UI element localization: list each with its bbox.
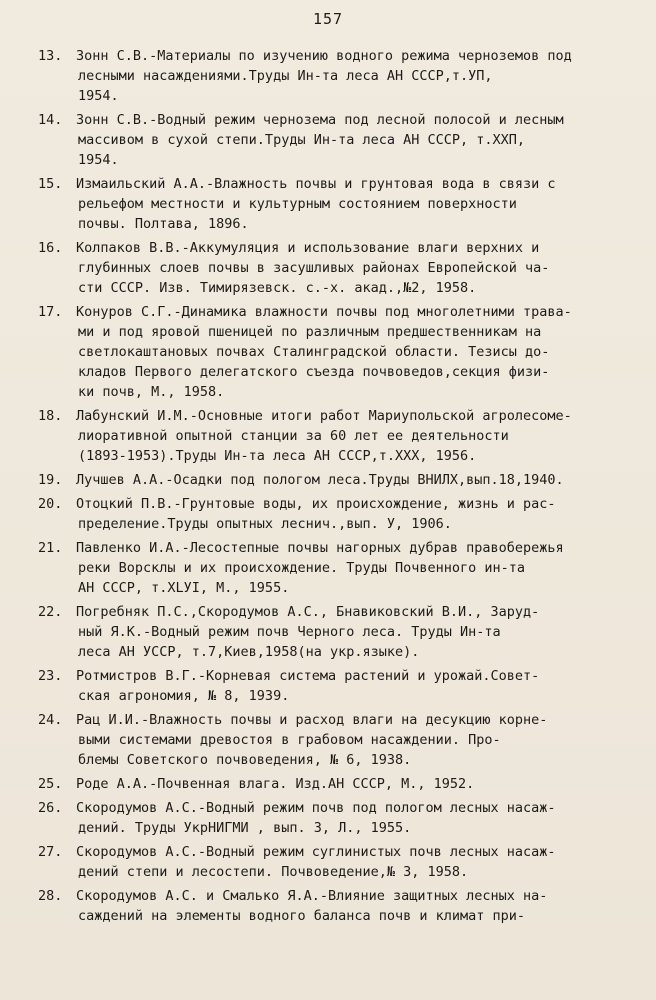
reference-number: 26. [38,800,63,816]
page-number: 157 [312,10,344,28]
reference-text [76,494,638,534]
reference-line: массивом в сухой степи.Труды Ин-та леса АН СССР, т.ХХП, [78,132,526,148]
reference-number: 21. [38,540,63,556]
reference-number: 22. [38,604,63,620]
reference-line: светлокаштановых почвах Сталинградской области. Тезисы до- [78,344,550,360]
reference-line: Лучшев А.А.-Осадки под пологом леса.Труды ВНИЛХ,вып.18,1940. [76,472,564,488]
reference-item [38,46,638,106]
reference-text [76,538,638,598]
reference-line: Конуров С.Г.-Динамика влажности почвы под многолетними трава- [76,304,572,320]
reference-line: Зонн С.В.-Материалы по изучению водного режима черноземов под [76,48,572,64]
reference-line: Лабунский И.М.-Основные итоги работ Мариупольской агролесоме- [76,408,572,424]
reference-line: почвы. Полтава, 1896. [78,216,249,232]
reference-item [38,538,638,598]
reference-number: 24. [38,712,63,728]
reference-text [76,302,638,402]
reference-line: леса АН УССР, т.7,Киев,1958(на укр.языке). [78,644,420,660]
reference-text [76,798,638,838]
reference-text [76,46,638,106]
reference-number: 13. [38,48,63,64]
reference-number: 28. [38,888,63,904]
reference-line: ки почв, М., 1958. [78,384,225,400]
reference-line: Скородумов А.С.-Водный режим почв под пологом лесных насаж- [76,800,556,816]
reference-line: саждений на элементы водного баланса почв и климат при- [78,908,526,924]
reference-line: ми и под яровой пшеницей по различным предшественникам на [78,324,542,340]
reference-line: Скородумов А.С. и Смалько Я.А.-Влияние защитных лесных на- [76,888,548,904]
reference-item [38,602,638,662]
reference-line: выми системами древостоя в грабовом насаждении. Про- [78,732,501,748]
reference-line: сти СССР. Изв. Тимирязевск. с.-х. акад.,№2, 1958. [78,280,477,296]
reference-item [38,886,638,926]
reference-line: Колпаков В.В.-Аккумуляция и использование влаги верхних и [76,240,540,256]
reference-text [76,666,638,706]
reference-number: 19. [38,472,63,488]
reference-line: глубинных слоев почвы в засушливых районах Европейской ча- [78,260,550,276]
reference-line: (1893-1953).Труды Ин-та леса АН СССР,т.ХХХ, 1956. [78,448,477,464]
reference-line: Погребняк П.С.,Скородумов А.С., Бнавиковский В.И., Заруд- [76,604,540,620]
reference-item [38,710,638,770]
reference-line: Павленко И.А.-Лесостепные почвы нагорных дубрав правобережья [76,540,564,556]
reference-line: кладов Первого делегатского съезда почвоведов,секция физи- [78,364,550,380]
reference-text [76,602,638,662]
reference-line: реки Ворсклы и их происхождение. Труды Почвенного ин-та [78,560,526,576]
reference-text [76,774,638,794]
reference-list [38,46,638,930]
reference-number: 14. [38,112,63,128]
reference-item [38,494,638,534]
reference-item [38,406,638,466]
reference-number: 27. [38,844,63,860]
reference-line: Рац И.И.-Влажность почвы и расход влаги на десукцию корне- [76,712,548,728]
reference-line: Роде А.А.-Почвенная влага. Изд.АН СССР, М., 1952. [76,776,475,792]
reference-number: 15. [38,176,63,192]
reference-text [76,842,638,882]
reference-number: 25. [38,776,63,792]
reference-item [38,774,638,794]
reference-line: дений степи и лесостепи. Почвоведение,№ 3, 1958. [78,864,469,880]
reference-line: лиоративной опытной станции за 60 лет ее деятельности [78,428,509,444]
reference-item [38,302,638,402]
reference-line: АН СССР, т.ХLУI, М., 1955. [78,580,290,596]
reference-line: блемы Советского почвоведения, № 6, 1938. [78,752,412,768]
reference-line: Ротмистров В.Г.-Корневая система растений и урожай.Совет- [76,668,540,684]
reference-line: 1954. [78,88,119,104]
reference-number: 17. [38,304,63,320]
reference-item [38,174,638,234]
reference-line: 1954. [78,152,119,168]
reference-text [76,174,638,234]
reference-text [76,886,638,926]
reference-number: 16. [38,240,63,256]
reference-line: ный Я.К.-Водный режим почв Черного леса. Труды Ин-та [78,624,501,640]
reference-line: Отоцкий П.В.-Грунтовые воды, их происхождение, жизнь и рас- [76,496,556,512]
reference-line: Зонн С.В.-Водный режим чернозема под лесной полосой и лесным [76,112,564,128]
reference-line: рельефом местности и культурным состоянием поверхности [78,196,517,212]
reference-text [76,238,638,298]
reference-line: Измаильский А.А.-Влажность почвы и грунтовая вода в связи с [76,176,556,192]
reference-text [76,406,638,466]
reference-number: 18. [38,408,63,424]
reference-item [38,110,638,170]
reference-text [76,110,638,170]
reference-text [76,470,638,490]
reference-number: 23. [38,668,63,684]
reference-line: дений. Труды УкрНИГМИ , вып. 3, Л., 1955. [78,820,412,836]
reference-text [76,710,638,770]
reference-item [38,798,638,838]
reference-number: 20. [38,496,63,512]
reference-item [38,470,638,490]
reference-line: лесными насаждениями.Труды Ин-та леса АН СССР,т.УП, [78,68,493,84]
reference-item [38,666,638,706]
reference-line: ская агрономия, № 8, 1939. [78,688,290,704]
reference-item [38,238,638,298]
reference-line: пределение.Труды опытных леснич.,вып. У, 1906. [78,516,452,532]
reference-item [38,842,638,882]
reference-line: Скородумов А.С.-Водный режим суглинистых почв лесных насаж- [76,844,556,860]
